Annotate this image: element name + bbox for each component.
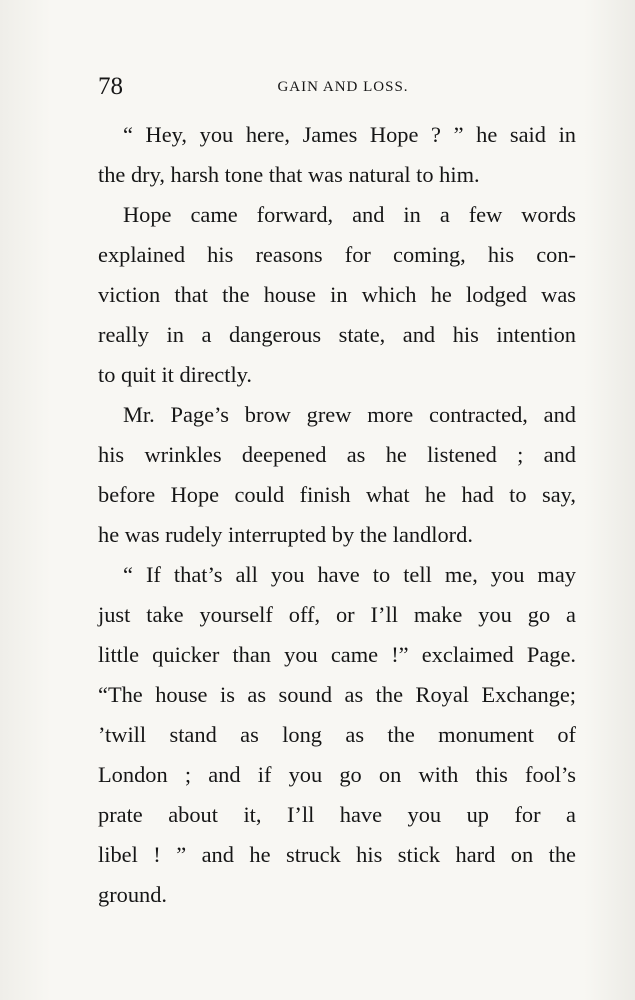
text-line: Mr. Page’s brow grew more contracted, and <box>123 402 576 427</box>
text-line: little quicker than you came !” exclaimed Page. <box>98 642 576 667</box>
running-head <box>98 72 576 102</box>
text-line: London ; and if you go on with this fool’s <box>98 762 576 787</box>
text-line: “ If that’s all you have to tell me, you may <box>123 562 576 587</box>
text-line: really in a dangerous state, and his intention <box>98 322 576 347</box>
text-line: prate about it, I’ll have you up for a <box>98 802 576 827</box>
text-line: viction that the house in which he lodged was <box>98 282 576 307</box>
text-line: ground. <box>98 882 168 907</box>
text-line: he was rudely interrupted by the landlord. <box>98 522 473 547</box>
text-line: libel ! ” and he struck his stick hard on the <box>98 842 576 867</box>
text-line: “The house is as sound as the Royal Exchange; <box>98 682 576 707</box>
page-number: 78 <box>98 73 123 100</box>
text-line: Hope came forward, and in a few words <box>123 202 576 227</box>
text-line: ’twill stand as long as the monument of <box>98 722 576 747</box>
text-line: “ Hey, you here, James Hope ? ” he said in <box>123 122 576 147</box>
text-line: before Hope could finish what he had to say, <box>98 482 576 507</box>
running-title: GAIN AND LOSS. <box>277 79 409 95</box>
text-line: his wrinkles deepened as he listened ; and <box>98 442 576 467</box>
text-line: just take yourself off, or I’ll make you go a <box>98 602 576 627</box>
text-line: explained his reasons for coming, his con- <box>98 242 576 267</box>
body-text <box>98 115 576 915</box>
text-line: to quit it directly. <box>98 362 253 387</box>
text-line: the dry, harsh tone that was natural to him. <box>98 162 480 187</box>
